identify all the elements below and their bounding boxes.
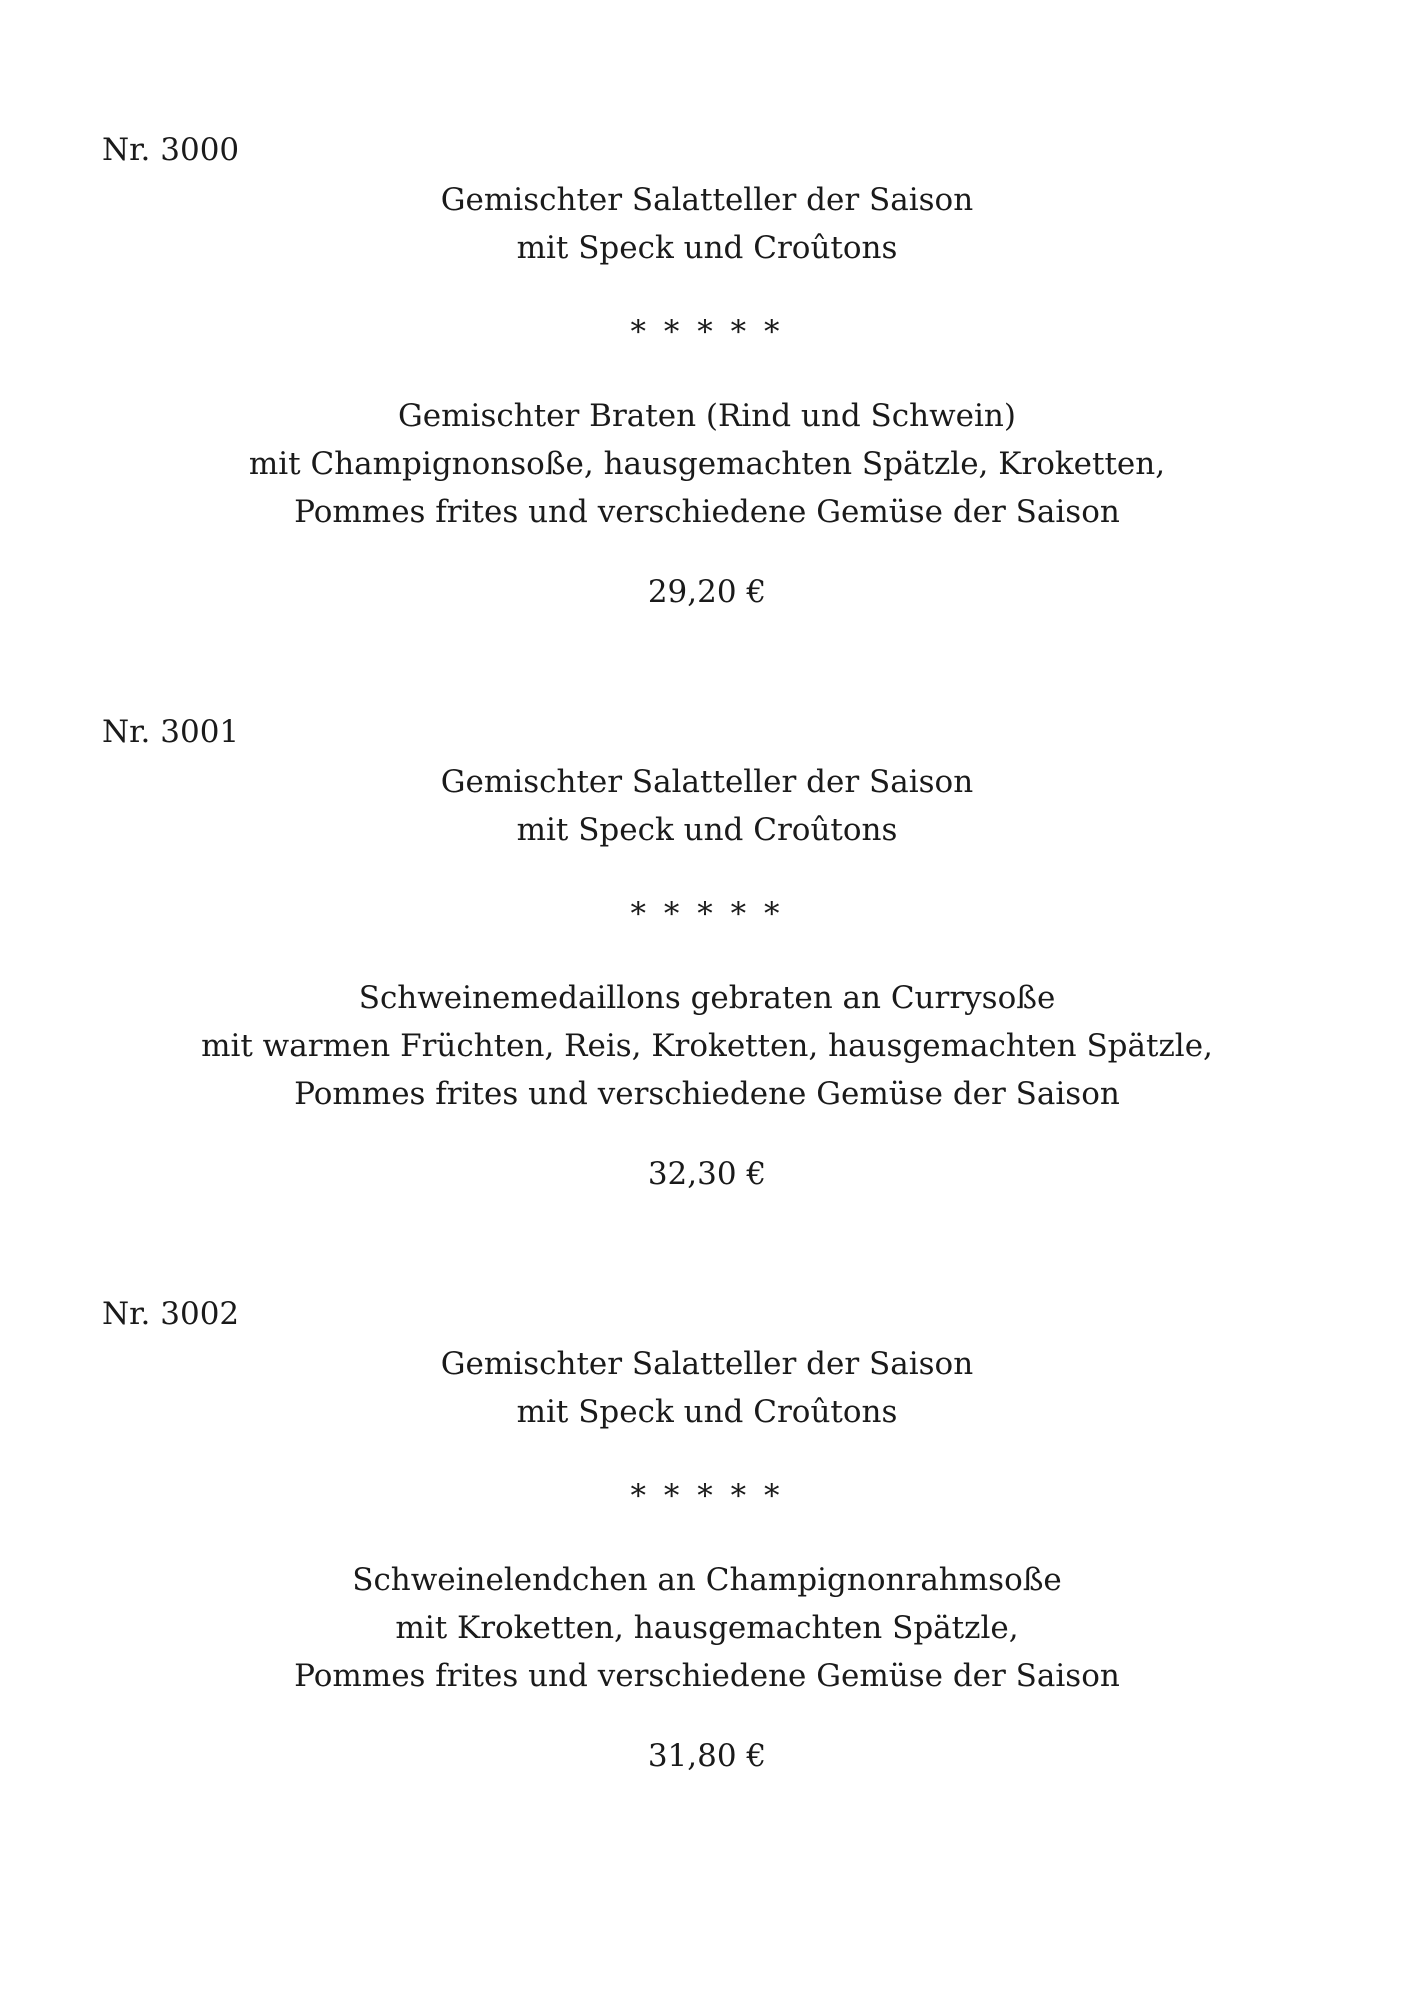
- starter-line: mit Speck und Croûtons: [516, 230, 898, 266]
- main-course-line: Schweinelendchen an Champignonrahmsoße: [352, 1562, 1062, 1598]
- item-description: [0, 1340, 1414, 1780]
- starter-line: mit Speck und Croûtons: [516, 812, 898, 848]
- course-separator: * * * * *: [630, 1478, 784, 1514]
- item-number: Nr. 3002: [102, 1296, 240, 1332]
- item-description: [0, 758, 1414, 1198]
- item-price: 32,30 €: [647, 1156, 767, 1192]
- main-course-line: Pommes frites und verschiedene Gemüse der Saison: [294, 494, 1120, 530]
- course-separator: * * * * *: [630, 314, 784, 350]
- course-separator: * * * * *: [630, 896, 784, 932]
- item-price: 29,20 €: [647, 574, 767, 610]
- starter-line: Gemischter Salatteller der Saison: [440, 1346, 974, 1382]
- item-description: [0, 176, 1414, 616]
- main-course-line: Schweinemedaillons gebraten an Currysoße: [358, 980, 1056, 1016]
- starter-line: mit Speck und Croûtons: [516, 1394, 898, 1430]
- main-course-line: mit Champignonsoße, hausgemachten Spätzle, Kroketten,: [248, 446, 1166, 482]
- item-number: Nr. 3001: [102, 714, 240, 750]
- starter-line: Gemischter Salatteller der Saison: [440, 764, 974, 800]
- main-course-line: Pommes frites und verschiedene Gemüse der Saison: [294, 1658, 1120, 1694]
- main-course-line: mit Kroketten, hausgemachten Spätzle,: [395, 1610, 1019, 1646]
- starter-line: Gemischter Salatteller der Saison: [440, 182, 974, 218]
- main-course-line: Gemischter Braten (Rind und Schwein): [398, 398, 1016, 434]
- main-course-line: Pommes frites und verschiedene Gemüse der Saison: [294, 1076, 1120, 1112]
- main-course-line: mit warmen Früchten, Reis, Kroketten, hausgemachten Spätzle,: [201, 1028, 1213, 1064]
- item-price: 31,80 €: [647, 1738, 767, 1774]
- item-number: Nr. 3000: [102, 132, 240, 168]
